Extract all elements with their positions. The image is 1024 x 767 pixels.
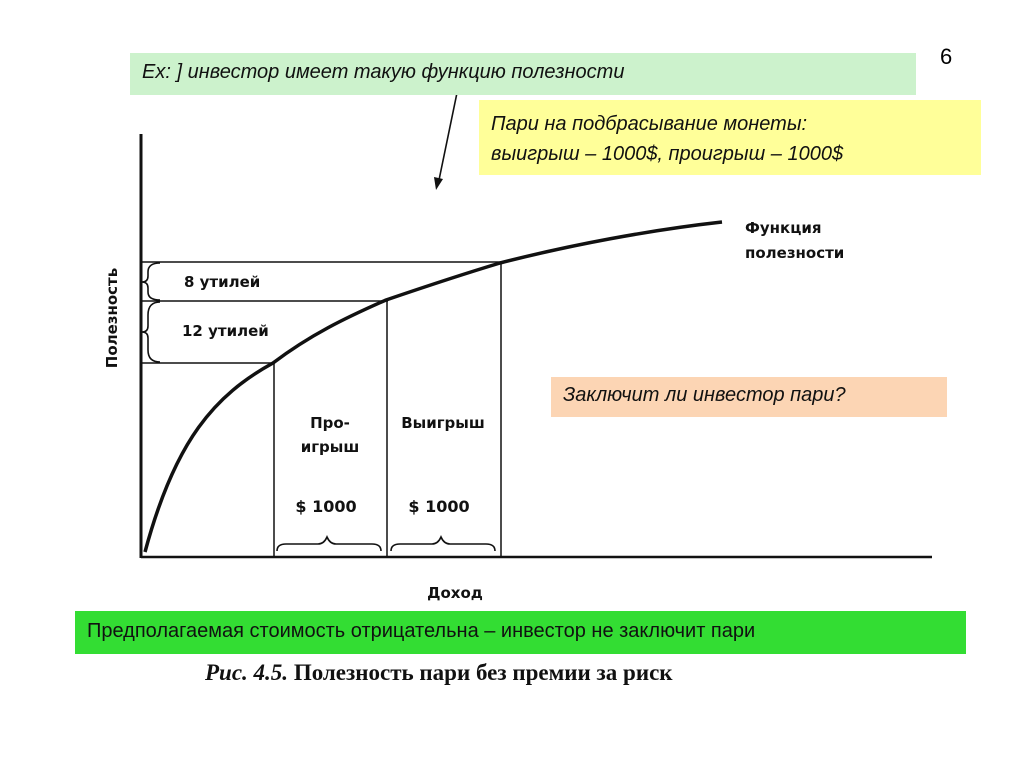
- x-axis-label: Доход: [427, 584, 483, 602]
- figure-number: Рис. 4.5.: [205, 660, 289, 685]
- upper-brace: [142, 263, 160, 300]
- win-amount: $ 1000: [408, 497, 470, 516]
- bet-line-2: выигрыш – 1000$, проигрыш – 1000$: [491, 143, 844, 165]
- bet-line-1: Пари на подбрасывание монеты:: [491, 113, 808, 135]
- win-brace: [391, 537, 495, 551]
- curve-label-line2: полезности: [745, 244, 845, 262]
- conclusion-box: Предполагаемая стоимость отрицательна – инвестор не заключит пари: [75, 611, 966, 654]
- lower-brace: [142, 302, 160, 362]
- pointer-arrow-head: [434, 177, 443, 190]
- bet-box: [479, 100, 981, 175]
- upper-bracket-label: 8 утилей: [184, 273, 261, 291]
- title-box: Ex: ] инвестор имеет такую функцию полезности: [130, 53, 916, 95]
- pointer-arrow: [439, 88, 458, 180]
- page-number: 6: [940, 44, 953, 69]
- curve-label-line1: Функция: [745, 219, 822, 237]
- question-box: Заключит ли инвестор пари?: [551, 377, 947, 417]
- loss-label-line1: Про-: [310, 414, 350, 432]
- lower-bracket-label: 12 утилей: [182, 322, 269, 340]
- loss-label-line2: игрыш: [300, 438, 360, 456]
- y-axis-label: Полезность: [103, 267, 121, 369]
- loss-amount: $ 1000: [295, 497, 357, 516]
- figure-caption-text: Полезность пари без премии за риск: [293, 660, 673, 685]
- win-label: Выигрыш: [401, 414, 485, 432]
- figure-caption: [205, 660, 673, 686]
- loss-brace: [277, 537, 381, 551]
